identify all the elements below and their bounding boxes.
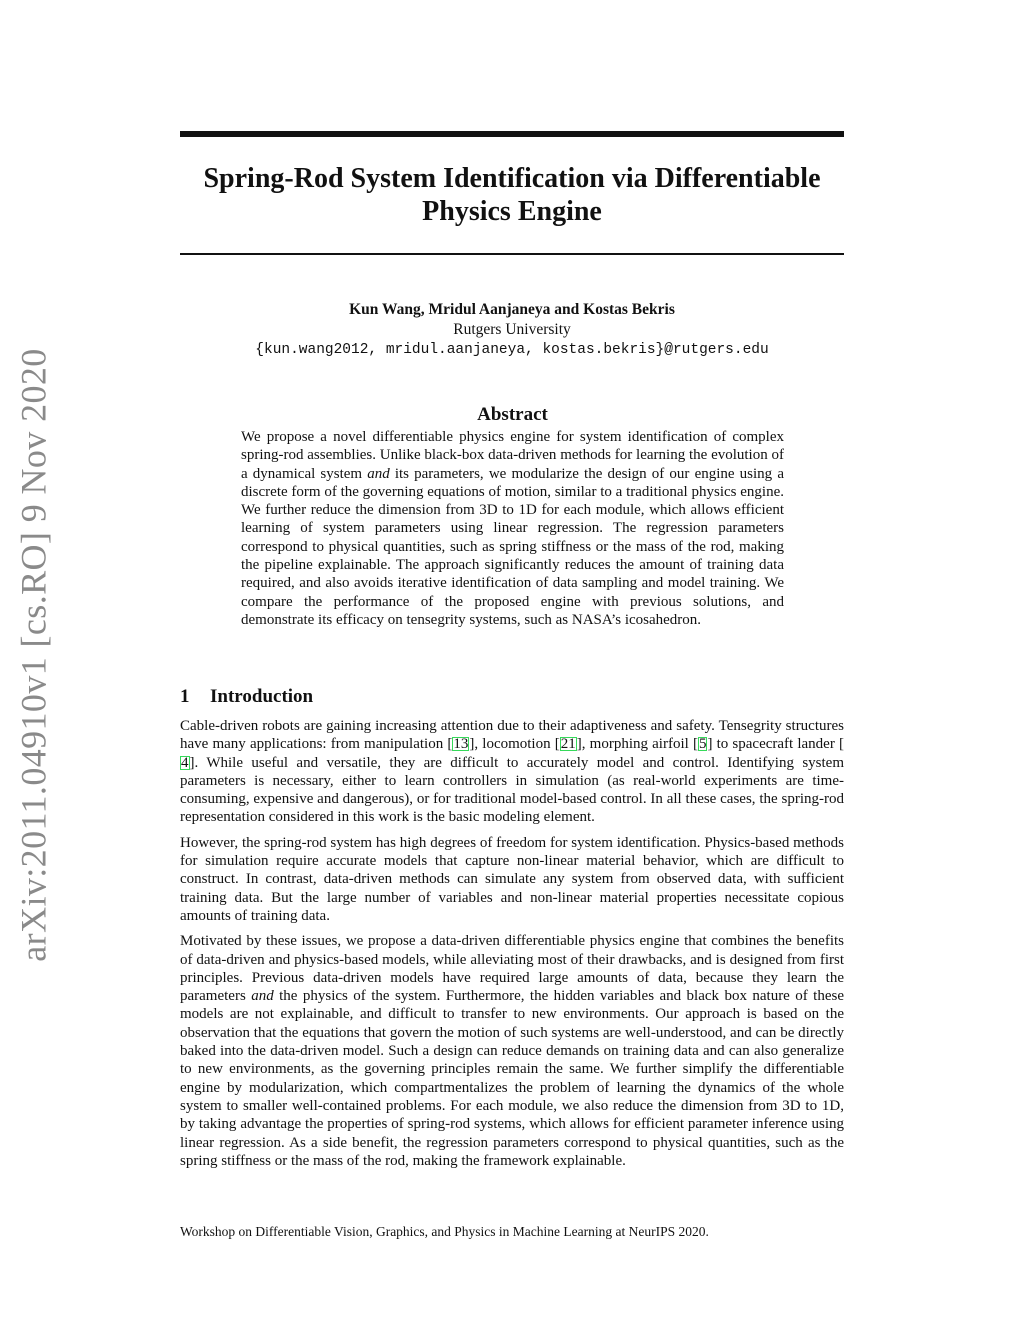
para1-text-5: ]. While useful and versatile, they are difficult to accurately model and control. Identifying system parameters is necessary, either to learn controllers in simulation (as real-world experiments are time-consuming, expensive and dangerous), or for traditional model-based control. In all these cases, the spring-rod representation considered in this work is the basic modeling element. — [180, 754, 844, 826]
venue-footnote: Workshop on Differentiable Vision, Graphics, and Physics in Machine Learning at NeurIPS 2020. — [180, 1224, 709, 1239]
section-heading-introduction — [180, 686, 313, 708]
author-block — [180, 300, 844, 360]
citation-link-5[interactable]: 5 — [698, 736, 707, 753]
paper-title-line-1: Spring-Rod System Identification via Differentiable — [203, 163, 821, 194]
abstract-emphasis: and — [367, 465, 390, 482]
intro-paragraph-3 — [180, 932, 844, 1170]
citation-link-13[interactable]: 13 — [453, 736, 469, 753]
title-bottom-rule — [180, 253, 844, 255]
author-names: Kun Wang, Mridul Aanjaneya and Kostas Bekris — [349, 301, 675, 318]
para3-emphasis: and — [251, 988, 274, 1005]
section-title: Introduction — [210, 686, 314, 707]
abstract-text — [241, 428, 784, 629]
para1-text-4: ] to spacecraft lander [ — [707, 736, 844, 753]
abstract-heading: Abstract — [477, 404, 548, 425]
intro-paragraph-1 — [180, 717, 844, 827]
para3-text-2: the physics of the system. Furthermore, the hidden variables and black box nature of these models are not explainable, and difficult to transfer to new environments. Our approach is based on the observation that the equations that govern the motion of such systems are well-understood, and can be directly baked into the data-driven model. Such a design can reduce demands on training data and can also generalize to new environments, as the governing principles remain the same. We further simplify the differentiable engine by modularization, which compartmentalizes the problem of learning the dynamics of the whole system to smaller well-contained problems. For each module, we also reduce the dimension from 3D to 1D, by taking advantage the properties of spring-rod systems, which allows for efficient parameter inference using linear regression. As a side benefit, the regression parameters correspond to physical quantities, such as the spring stiffness or the mass of the rod, making the framework explainable. — [180, 988, 844, 1169]
author-emails: {kun.wang2012, mridul.aanjaneya, kostas.bekris}@rutgers.edu — [255, 342, 769, 358]
introduction-body — [180, 717, 844, 1177]
arxiv-identifier-stamp — [12, 347, 56, 962]
paper-title — [180, 162, 844, 228]
citation-link-21[interactable]: 21 — [560, 736, 576, 753]
abstract-text-part-1: We propose a novel differentiable physics engine for system identification of complex spring-rod assemblies. Unlike black-box data-driven methods for learning the evolution of a dynamical system — [241, 429, 784, 482]
para1-text-2: ], locomotion [ — [469, 736, 560, 753]
paper-title-line-2: Physics Engine — [422, 196, 602, 227]
para1-text-1: Cable-driven robots are gaining increasing attention due to their adaptiveness and safety. Tensegrity structures have many applications: from manipulation [ — [180, 718, 844, 753]
abstract-text-part-2: its parameters, we modularize the design of our engine using a discrete form of the governing equations of motion, similar to a traditional physics engine. We further reduce the dimension from 3D to 1D for each module, which allows efficient learning of system parameters using linear regression. The regression parameters correspond to physical quantities, such as spring stiffness or the mass of the rod, making the pipeline explainable. The approach significantly reduces the amount of training data required, and also avoids iterative identification of data sampling and model training. We compare the performance of the proposed engine with previous solutions, and demonstrate its efficacy on tensegrity systems, such as NASA’s icosahedron. — [241, 465, 784, 628]
author-affiliation: Rutgers University — [453, 321, 571, 338]
title-top-rule — [180, 131, 844, 137]
para1-text-3: ], morphing airfoil [ — [576, 736, 698, 753]
intro-paragraph-2: However, the spring-rod system has high degrees of freedom for system identification. Physics-based methods for simulation require accurate models that capture non-linear material behavior, which are difficult to construct. In contrast, data-driven methods can simulate any system from observed data, with sufficient training data. But the large number of variables and non-linear material properties necessitate copious amounts of training data. — [180, 834, 844, 924]
section-number: 1 — [180, 686, 190, 707]
citation-link-4[interactable]: 4 — [181, 754, 189, 771]
para3-text-1: Motivated by these issues, we propose a data-driven differentiable physics engine that combines the benefits of data-driven and physics-based models, while alleviating most of their drawbacks, and is designed from first principles. Previous data-driven models have required large amounts of data, because they learn the parameters — [180, 933, 844, 1005]
arxiv-identifier-text: arXiv:2011.04910v1 [cs.RO] 9 Nov 2020 — [14, 347, 54, 962]
